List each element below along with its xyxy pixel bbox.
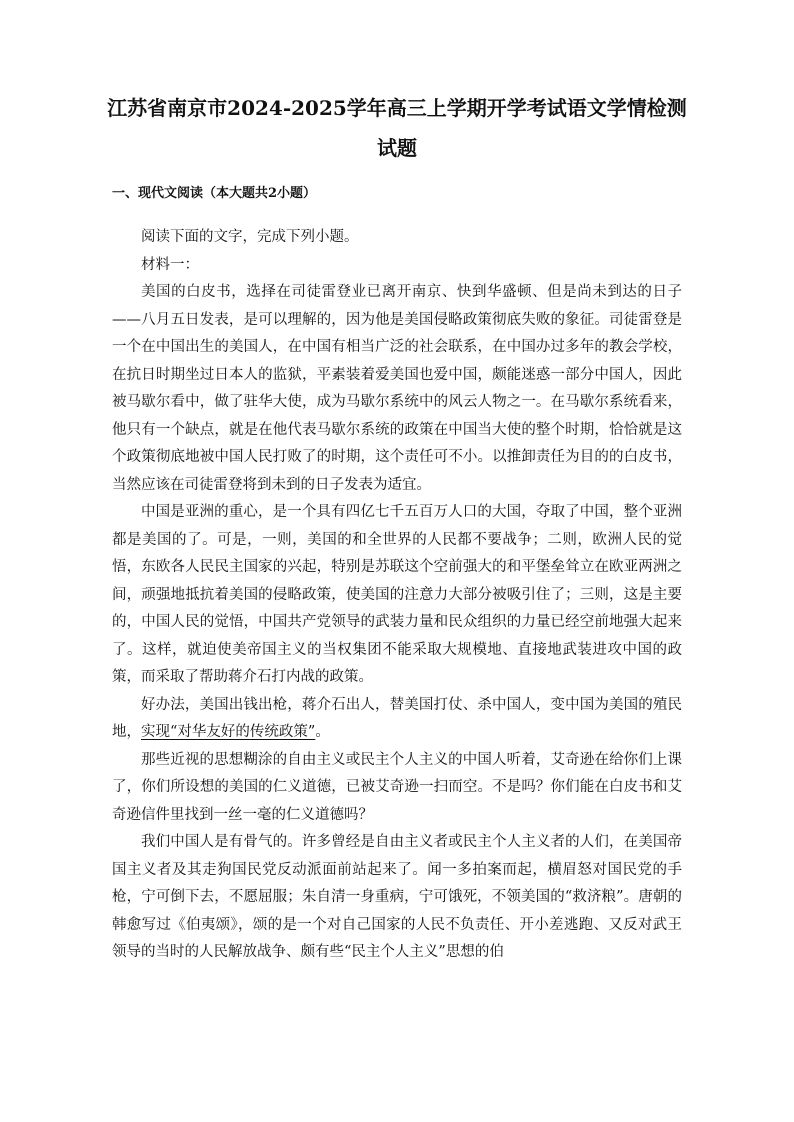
paragraph-3-text-after: 。 <box>315 724 330 740</box>
paragraph-4: 那些近视的思想糊涂的自由主义或民主个人主义的中国人听着，艾奇逊在给你们上课了，你们所设想的美国的仁义道德，已被艾奇逊一扫而空。不是吗？你们能在白皮书和艾奇逊信件里找到一丝一毫的仁义道德吗？ <box>112 751 682 823</box>
paragraph-2: 中国是亚洲的重心，是一个具有四亿七千五百万人口的大国，夺取了中国，整个亚洲都是美国的了。可是，一则，美国的和全世界的人民都不要战争；二则，欧洲人民的觉悟，东欧各人民民主国家的兴起，特别是苏联这个空前强大的和平堡垒耸立在欧亚两洲之间，顽强地抵抗着美国的侵略政策，使美国的注意力大部分被吸引住了；三则，这是主要的，中国人民的觉悟，中国共产党领导的武装力量和民众组织的力量已经空前地强大起来了。这样，就迫使美帝国主义的当权集团不能采取大规模地、直接地武装进攻中国的政策，而采取了帮助蒋介石打内战的政策。 <box>112 504 682 685</box>
document-title: 江苏省南京市2024-2025学年高三上学期开学考试语文学情检测试题 <box>107 96 687 160</box>
paragraph-3-text-before: 好办法，美国出钱出枪，蒋介石出人，替美国打仗、杀中国人，变中国为美国的殖民地， <box>112 696 682 740</box>
paragraph-5: 我们中国人是有骨气的。许多曾经是自由主义者或民主个人主义者的人们，在美国帝国主义者及其走狗国民党反动派面前站起来了。闻一多拍案而起，横眉怒对国民党的手枪，宁可倒下去，不愿屈服；朱自清一身重病，宁可饿死，不领美国的“救济粮”。唐朝的韩愈写过《伯夷颂》，颂的是一个对自己国家的人民不负责任、开小差逃跑、又反对武王领导的当时的人民解放战争、颇有些“民主个人主义”思想的伯 <box>112 834 682 960</box>
paragraph-1: 美国的白皮书，选择在司徒雷登业已离开南京、快到华盛顿、但是尚未到达的日子——八月五日发表，是可以理解的，因为他是美国侵略政策彻底失败的象征。司徒雷登是一个在中国出生的美国人，在中国有相当广泛的社会联系，在中国办过多年的教会学校，在抗日时期坐过日本人的监狱，平素装着爱美国也爱中国，颇能迷惑一部分中国人，因此被马歇尔看中，做了驻华大使，成为马歇尔系统中的风云人物之一。在马歇尔系统看来，他只有一个缺点，就是在他代表马歇尔系统的政策在中国当大使的整个时期，恰恰就是这个政策彻底地被中国人民打败了的时期，这个责任可不小。以推卸责任为目的的白皮书，当然应该在司徒雷登将到未到的日子发表为适宜。 <box>112 284 682 493</box>
document-body <box>112 224 682 967</box>
section-heading: 一、现代文阅读（本大题共2小题） <box>112 186 317 201</box>
paragraph-3 <box>112 692 682 747</box>
material-label: 材料一： <box>141 256 199 273</box>
underlined-phrase: 实现“对华友好的传统政策” <box>141 724 316 740</box>
instruction-text: 阅读下面的文字，完成下列小题。 <box>141 229 359 245</box>
